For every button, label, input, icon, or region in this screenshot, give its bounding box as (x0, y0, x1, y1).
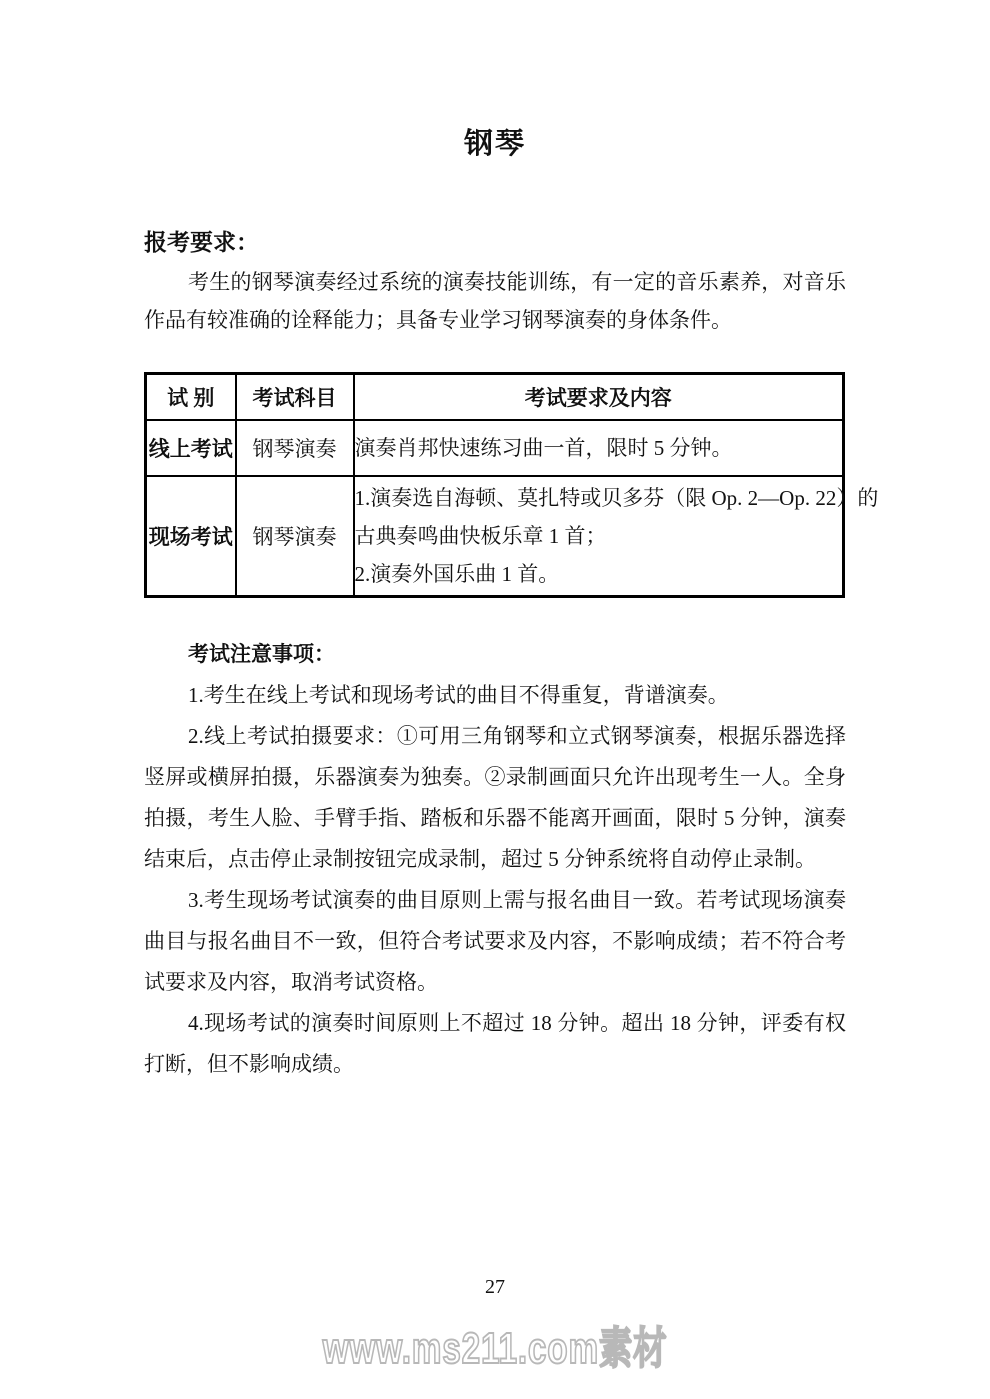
note-item-4: 4.现场考试的演奏时间原则上不超过 18 分钟。超出 18 分钟，评委有权打断，但不影响成绩。 (144, 1011, 846, 1076)
exam-table-header-content: 考试要求及内容 (354, 374, 844, 421)
table-row-online-exam (146, 420, 844, 476)
exam-notes-section (144, 634, 846, 1085)
note-item-2: 2.线上考试拍摄要求：①可用三角钢琴和立式钢琴演奏，根据乐器选择竖屏或横屏拍摄，乐器演奏为独奏。②录制画面只允许出现考生一人。全身拍摄，考生人脸、手臂手指、踏板和乐器不能离开画面，限时 5 分钟，演奏结束后，点击停止录制按钮完成录制，超过 5 分钟系统将自动停止录制。 (144, 724, 846, 871)
exam-content-cell (354, 476, 879, 597)
notes-heading: 考试注意事项： (188, 642, 335, 666)
exam-table-header-subject: 考试科目 (236, 374, 354, 421)
table-row-onsite-exam (146, 476, 844, 597)
page-title: 钢琴 (463, 128, 526, 160)
note-item-3: 3.考生现场考试演奏的曲目原则上需与报名曲目一致。若考试现场演奏曲目与报名曲目不一致，但符合考试要求及内容，不影响成绩；若不符合考试要求及内容，取消考试资格。 (144, 888, 846, 994)
exam-subject-cell: 钢琴演奏 (236, 420, 354, 476)
exam-type-cell: 现场考试 (146, 476, 236, 597)
exam-content-line: 2.演奏外国乐曲 1 首。 (354, 562, 560, 586)
exam-content-line: 古典奏鸣曲快板乐章 1 首； (354, 524, 607, 548)
exam-content-line: 1.演奏选自海顿、莫扎特或贝多芬（限 Op. 2—Op. 22）的 (354, 486, 879, 510)
requirements-body: 考生的钢琴演奏经过系统的演奏技能训练，有一定的音乐素养，对音乐作品有较准确的诠释能力；具备专业学习钢琴演奏的身体条件。 (144, 270, 846, 332)
exam-type-cell: 线上考试 (146, 420, 236, 476)
page-number: 27 (485, 1276, 505, 1298)
note-item-1: 1.考生在线上考试和现场考试的曲目不得重复，背谱演奏。 (188, 683, 729, 707)
exam-table (144, 372, 879, 598)
requirements-heading: 报考要求： (144, 230, 259, 255)
watermark-text: www.ms211.com素材 (322, 1324, 668, 1373)
exam-table-header-type: 试 别 (146, 374, 236, 421)
exam-subject-cell: 钢琴演奏 (236, 476, 354, 597)
exam-content-cell (354, 420, 844, 476)
exam-content-line: 演奏肖邦快速练习曲一首，限时 5 分钟。 (354, 436, 733, 460)
exam-table-header-row (146, 374, 844, 421)
